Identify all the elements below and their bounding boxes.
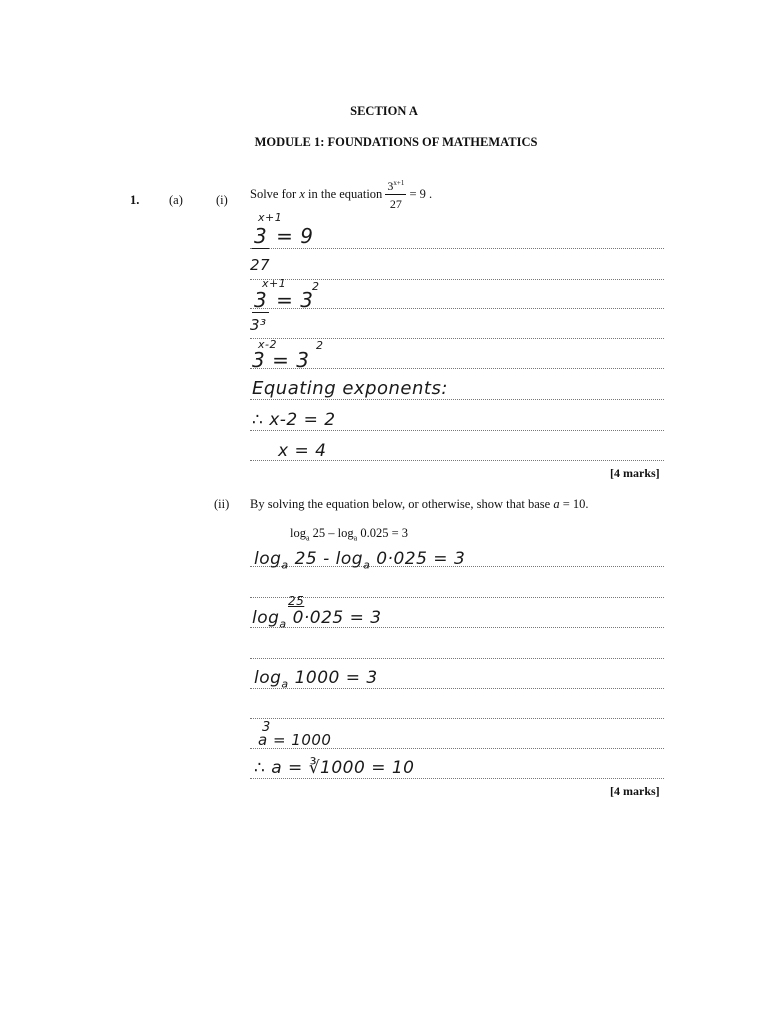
answer-line <box>250 338 664 339</box>
handwritten-exponent: 2 <box>316 339 324 352</box>
handwritten-line: $\log_a 25 - \log_a 0\cdot 025 = 3$ <box>254 549 466 572</box>
handwritten-line: Equating exponents: <box>252 378 448 399</box>
subpart-i-prompt <box>250 180 432 210</box>
handwritten-exponent: x-2 <box>258 338 277 351</box>
handwritten-denominator: 27 <box>250 256 271 274</box>
fraction-denominator: 27 <box>389 197 402 211</box>
module-title: MODULE 1: FOUNDATIONS OF MATHEMATICS <box>254 135 538 149</box>
handwritten-numerator: 25 <box>288 594 305 608</box>
handwritten-exponent: 3 <box>262 720 271 735</box>
handwritten-denominator: 3³ <box>250 316 267 334</box>
fraction-numerator: 3 <box>387 179 394 193</box>
part-label: (a) <box>169 193 183 207</box>
answer-line <box>250 597 664 598</box>
handwritten-exponent: x+1 <box>258 211 283 224</box>
handwritten-answer: x = 4 <box>278 441 327 461</box>
handwritten-line: 3 = 3 <box>252 348 310 372</box>
handwritten-exponent: x+1 <box>262 277 287 290</box>
answer-line <box>250 248 664 249</box>
equation-rhs: = 9 . <box>409 186 433 201</box>
handwritten-answer: ∴ a = ∛1000 = 10 <box>254 758 415 778</box>
answer-line <box>250 399 664 400</box>
answer-line <box>250 658 664 659</box>
equation-fraction <box>385 180 406 210</box>
prompt-variable: a <box>553 497 560 511</box>
handwritten-line: $\log_a 1000 = 3$ <box>254 668 378 691</box>
numerator-exponent: x+1 <box>393 179 405 187</box>
handwritten-line: 3 = 9 <box>254 224 314 248</box>
prompt-variable: x <box>299 186 305 201</box>
handwritten-line: $\log_a 0\cdot 025 = 3$ <box>252 608 382 631</box>
handwritten-line: 3 = 3 <box>254 288 314 312</box>
answer-line <box>250 718 664 719</box>
subpart-ii-prompt <box>250 497 589 512</box>
answer-line <box>250 430 664 431</box>
section-title: SECTION A <box>350 104 418 118</box>
handwritten-exponent: 2 <box>312 280 320 293</box>
answer-line <box>250 778 664 779</box>
marks-label: [4 marks] <box>610 784 660 798</box>
subpart-ii-label: (ii) <box>214 497 230 511</box>
question-number: 1. <box>130 193 140 207</box>
subpart-i-label: (i) <box>216 193 228 207</box>
marks-label: [4 marks] <box>610 466 660 480</box>
answer-line <box>250 368 664 369</box>
prompt-text: = 10. <box>559 497 589 511</box>
handwritten-line: a = 1000 <box>258 731 332 749</box>
prompt-text: in the equation <box>304 186 383 201</box>
log-equation: $\log_a 25 - \log_a 0.025 = 3$ <box>290 526 409 543</box>
prompt-text: By solving the equation below, or otherwise, show that base <box>250 497 554 511</box>
prompt-text: Solve for <box>250 186 300 201</box>
handwritten-line: ∴ x-2 = 2 <box>252 410 336 430</box>
